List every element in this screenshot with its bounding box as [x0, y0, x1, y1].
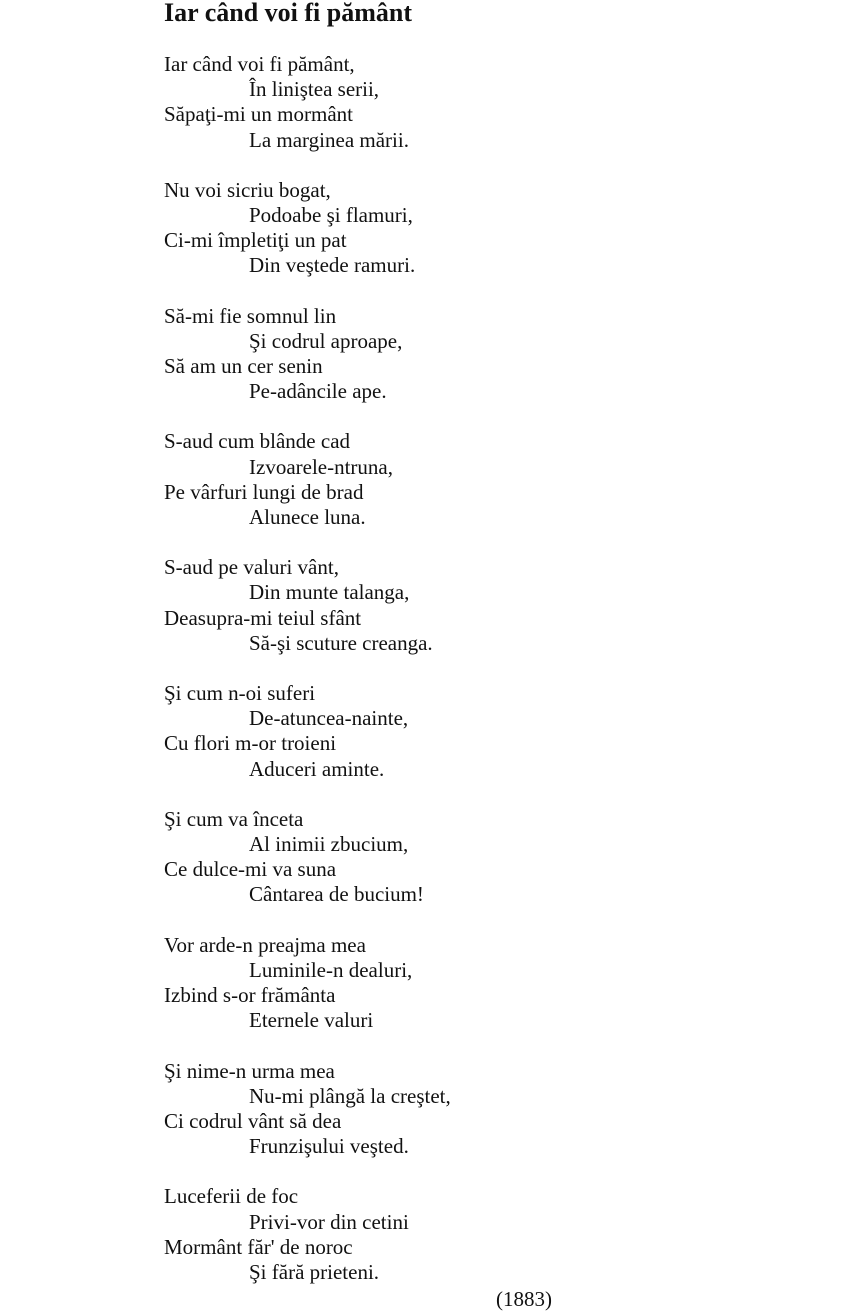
- verse-line: Cântarea de bucium!: [249, 882, 424, 907]
- verse-line: Ce dulce-mi va suna: [164, 857, 337, 882]
- stanza-4: [164, 429, 764, 530]
- poem-body: [164, 52, 764, 1310]
- verse-line: Şi codrul aproape,: [249, 328, 403, 353]
- stanza-2: [164, 178, 764, 279]
- verse-line: Privi-vor din cetini: [249, 1209, 409, 1234]
- verse-line: Pe-adâncile ape.: [249, 379, 387, 404]
- verse-line: Să-şi scuture creanga.: [249, 630, 433, 655]
- verse-line: Din veştede ramuri.: [249, 253, 416, 278]
- verse-line: În liniştea serii,: [249, 77, 380, 102]
- verse-line: Vor arde-n preajma mea: [164, 932, 366, 957]
- stanza-8: [164, 933, 764, 1034]
- verse-line: Frunzişului veşted.: [249, 1134, 409, 1159]
- stanza-9: [164, 1059, 764, 1160]
- verse-line: Ci-mi împletiţi un pat: [164, 228, 347, 253]
- verse-line: Şi nime-n urma mea: [164, 1058, 335, 1083]
- verse-line: Şi fără prieteni.: [249, 1259, 380, 1284]
- verse-line: Podoabe şi flamuri,: [249, 203, 413, 228]
- verse-line: Izvoarele-ntruna,: [249, 454, 393, 479]
- verse-line: Să-mi fie somnul lin: [164, 303, 337, 328]
- verse-line: Pe vârfuri lungi de brad: [164, 479, 364, 504]
- verse-line: Luminile-n dealuri,: [249, 957, 413, 982]
- verse-line: Aduceri aminte.: [249, 756, 385, 781]
- stanza-1: [164, 52, 764, 153]
- poem-title: Iar când voi fi pământ: [164, 0, 412, 27]
- verse-line: De-atuncea-nainte,: [249, 706, 409, 731]
- verse-line: S-aud pe valuri vânt,: [164, 555, 339, 580]
- verse-line: Eternele valuri: [249, 1008, 374, 1033]
- verse-line: La marginea mării.: [249, 127, 409, 152]
- poem-date: (1883): [496, 1287, 552, 1311]
- stanza-3: [164, 304, 764, 405]
- verse-line: Săpaţi-mi un mormânt: [164, 102, 353, 127]
- verse-line: Nu-mi plângă la creştet,: [249, 1083, 451, 1108]
- verse-line: Ci codrul vânt să dea: [164, 1108, 342, 1133]
- stanza-10: [164, 1184, 764, 1285]
- verse-line: Alunece luna.: [249, 505, 366, 530]
- verse-line: Mormânt făr' de noroc: [164, 1234, 353, 1259]
- verse-line: Al inimii zbucium,: [249, 832, 409, 857]
- verse-line: Şi cum n-oi suferi: [164, 681, 316, 706]
- verse-line: Iar când voi fi pământ,: [164, 52, 355, 76]
- verse-line: Şi cum va înceta: [164, 806, 304, 831]
- stanza-7: [164, 807, 764, 908]
- stanza-6: [164, 681, 764, 782]
- verse-line: Deasupra-mi teiul sfânt: [164, 605, 362, 630]
- verse-line: Din munte talanga,: [249, 580, 410, 605]
- verse-line: Luceferii de foc: [164, 1184, 299, 1209]
- verse-line: Izbind s-or frământa: [164, 983, 336, 1008]
- stanza-5: [164, 555, 764, 656]
- verse-line: Nu voi sicriu bogat,: [164, 177, 331, 202]
- verse-line: S-aud cum blânde cad: [164, 429, 351, 454]
- verse-line: Cu flori m-or troieni: [164, 731, 337, 756]
- verse-line: Să am un cer senin: [164, 354, 323, 379]
